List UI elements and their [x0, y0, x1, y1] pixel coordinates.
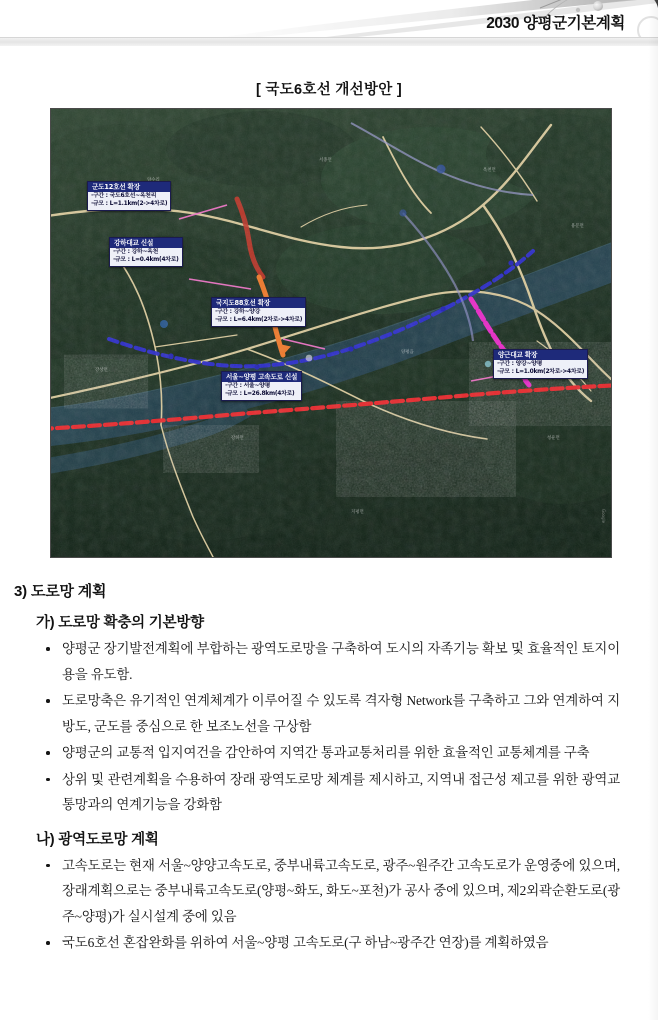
callout-ganghadaegyo-title: 강하대교 신설: [110, 238, 182, 248]
list-item: 양평군의 교통적 입지여건을 감안하여 지역간 통과교통처리를 위한 효율적인 교통체계를 구축: [62, 740, 620, 766]
document-body: [0, 580, 658, 957]
list-item: 고속도로는 현재 서울~양양고속도로, 중부내륙고속도로, 광주~원주간 고속도로가 운영중에 있으며, 장래계획으로는 중부내륙고속도로(양평~화도, 화도~포천)가 공사 중에 있으며, 제2외곽순환도로(광주~양평)가 실시설계 중에 있음: [62, 853, 620, 930]
road-improvement-map: [50, 108, 612, 558]
svg-text:청운면: 청운면: [547, 436, 560, 441]
callout-yanggeundaegyo-body: [494, 360, 587, 378]
callout-gukjido-88-title: 국지도88호선 확장: [212, 298, 305, 308]
callout-gukjido-88: [211, 297, 306, 327]
bullet-list-wide-area-road-plan: [0, 853, 658, 956]
header-divider-band: [0, 37, 658, 46]
callout-yanggeundaegyo-scale: ·규모 : L=1.0km(2차로->4차로): [497, 368, 585, 375]
document-header-title: 2030 양평군기본계획: [486, 15, 625, 32]
callout-seoul-yangpyeong-expressway: [221, 371, 302, 401]
svg-text:용문면: 용문면: [571, 224, 584, 229]
page-header: [0, 0, 658, 46]
callout-ganghadaegyo-body: [110, 248, 182, 266]
callout-seoul-yangpyeong-expressway-title: 서울~양평 고속도로 신설: [222, 372, 301, 382]
list-item: 도로망축은 유기적인 연계체계가 이루어질 수 있도록 격자형 Network를 구축하고 그와 연계하여 지방도, 군도를 중심으로 한 보조노선을 구상함: [62, 688, 620, 739]
callout-ganghadaegyo: [109, 237, 183, 267]
callout-ganghadaegyo-scale: ·규모 : L=0.4km(4차로): [113, 256, 179, 263]
satellite-map-graphic: [51, 109, 611, 557]
svg-text:옥천면: 옥천면: [483, 168, 496, 173]
callout-gundo-12-title: 군도12호선 확장: [88, 182, 170, 192]
svg-text:서종면: 서종면: [319, 158, 332, 163]
callout-gundo-12: [87, 181, 171, 211]
list-item: 양평군 장기발전계획에 부합하는 광역도로망을 구축하여 도시의 자족기능 확보 및 효율적인 토지이용을 유도함.: [62, 636, 620, 687]
callout-gukjido-88-scale: ·규모 : L=6.4km(2차로->4차로): [215, 316, 303, 323]
figure-title: [ 국도6호선 개선방안 ]: [255, 82, 403, 98]
list-item: 국도6호선 혼잡완화를 위하여 서울~양평 고속도로(구 하남~광주간 연장)를 계획하였음: [62, 930, 620, 956]
heading-wide-area-road-plan: 나) 광역도로망 계획: [36, 831, 159, 848]
svg-text:지평면: 지평면: [351, 510, 364, 515]
svg-text:강상면: 강상면: [95, 368, 108, 373]
heading-basic-direction: 가) 도로망 확충의 기본방향: [36, 615, 204, 631]
heading-road-network-plan: 3) 도로망 계획: [14, 583, 107, 600]
callout-seoul-yangpyeong-expressway-body: [222, 382, 301, 400]
svg-text:Google: Google: [601, 509, 606, 524]
callout-ganghadaegyo-section: ·구간 : 강하~옥천: [113, 249, 159, 255]
callout-gundo-12-section: ·구간 : 국도6호선~옥천리: [91, 193, 157, 199]
callout-seoul-yangpyeong-expressway-section: ·구간 : 서울~양평: [225, 383, 271, 389]
callout-gundo-12-body: [88, 192, 170, 210]
svg-text:강하면: 강하면: [231, 436, 244, 441]
callout-yanggeundaegyo: [493, 349, 588, 379]
callout-yanggeundaegyo-section: ·구간 : 양강~양평: [497, 361, 543, 367]
list-item: 상위 및 관련계획을 수용하여 장래 광역도로망 체계를 제시하고, 지역내 접근성 제고를 위한 광역교통망과의 연계기능을 강화함: [62, 767, 620, 818]
callout-yanggeundaegyo-title: 양근대교 확장: [494, 350, 587, 360]
callout-gundo-12-scale: ·규모 : L=1.1km(2->4차로): [91, 200, 168, 207]
svg-text:양평읍: 양평읍: [401, 350, 414, 355]
callout-gukjido-88-section: ·구간 : 강하~양강: [215, 309, 261, 315]
bullet-list-basic-direction: [0, 636, 658, 818]
callout-gukjido-88-body: [212, 308, 305, 326]
callout-seoul-yangpyeong-expressway-scale: ·규모 : L=26.8km(4차로): [225, 390, 295, 397]
